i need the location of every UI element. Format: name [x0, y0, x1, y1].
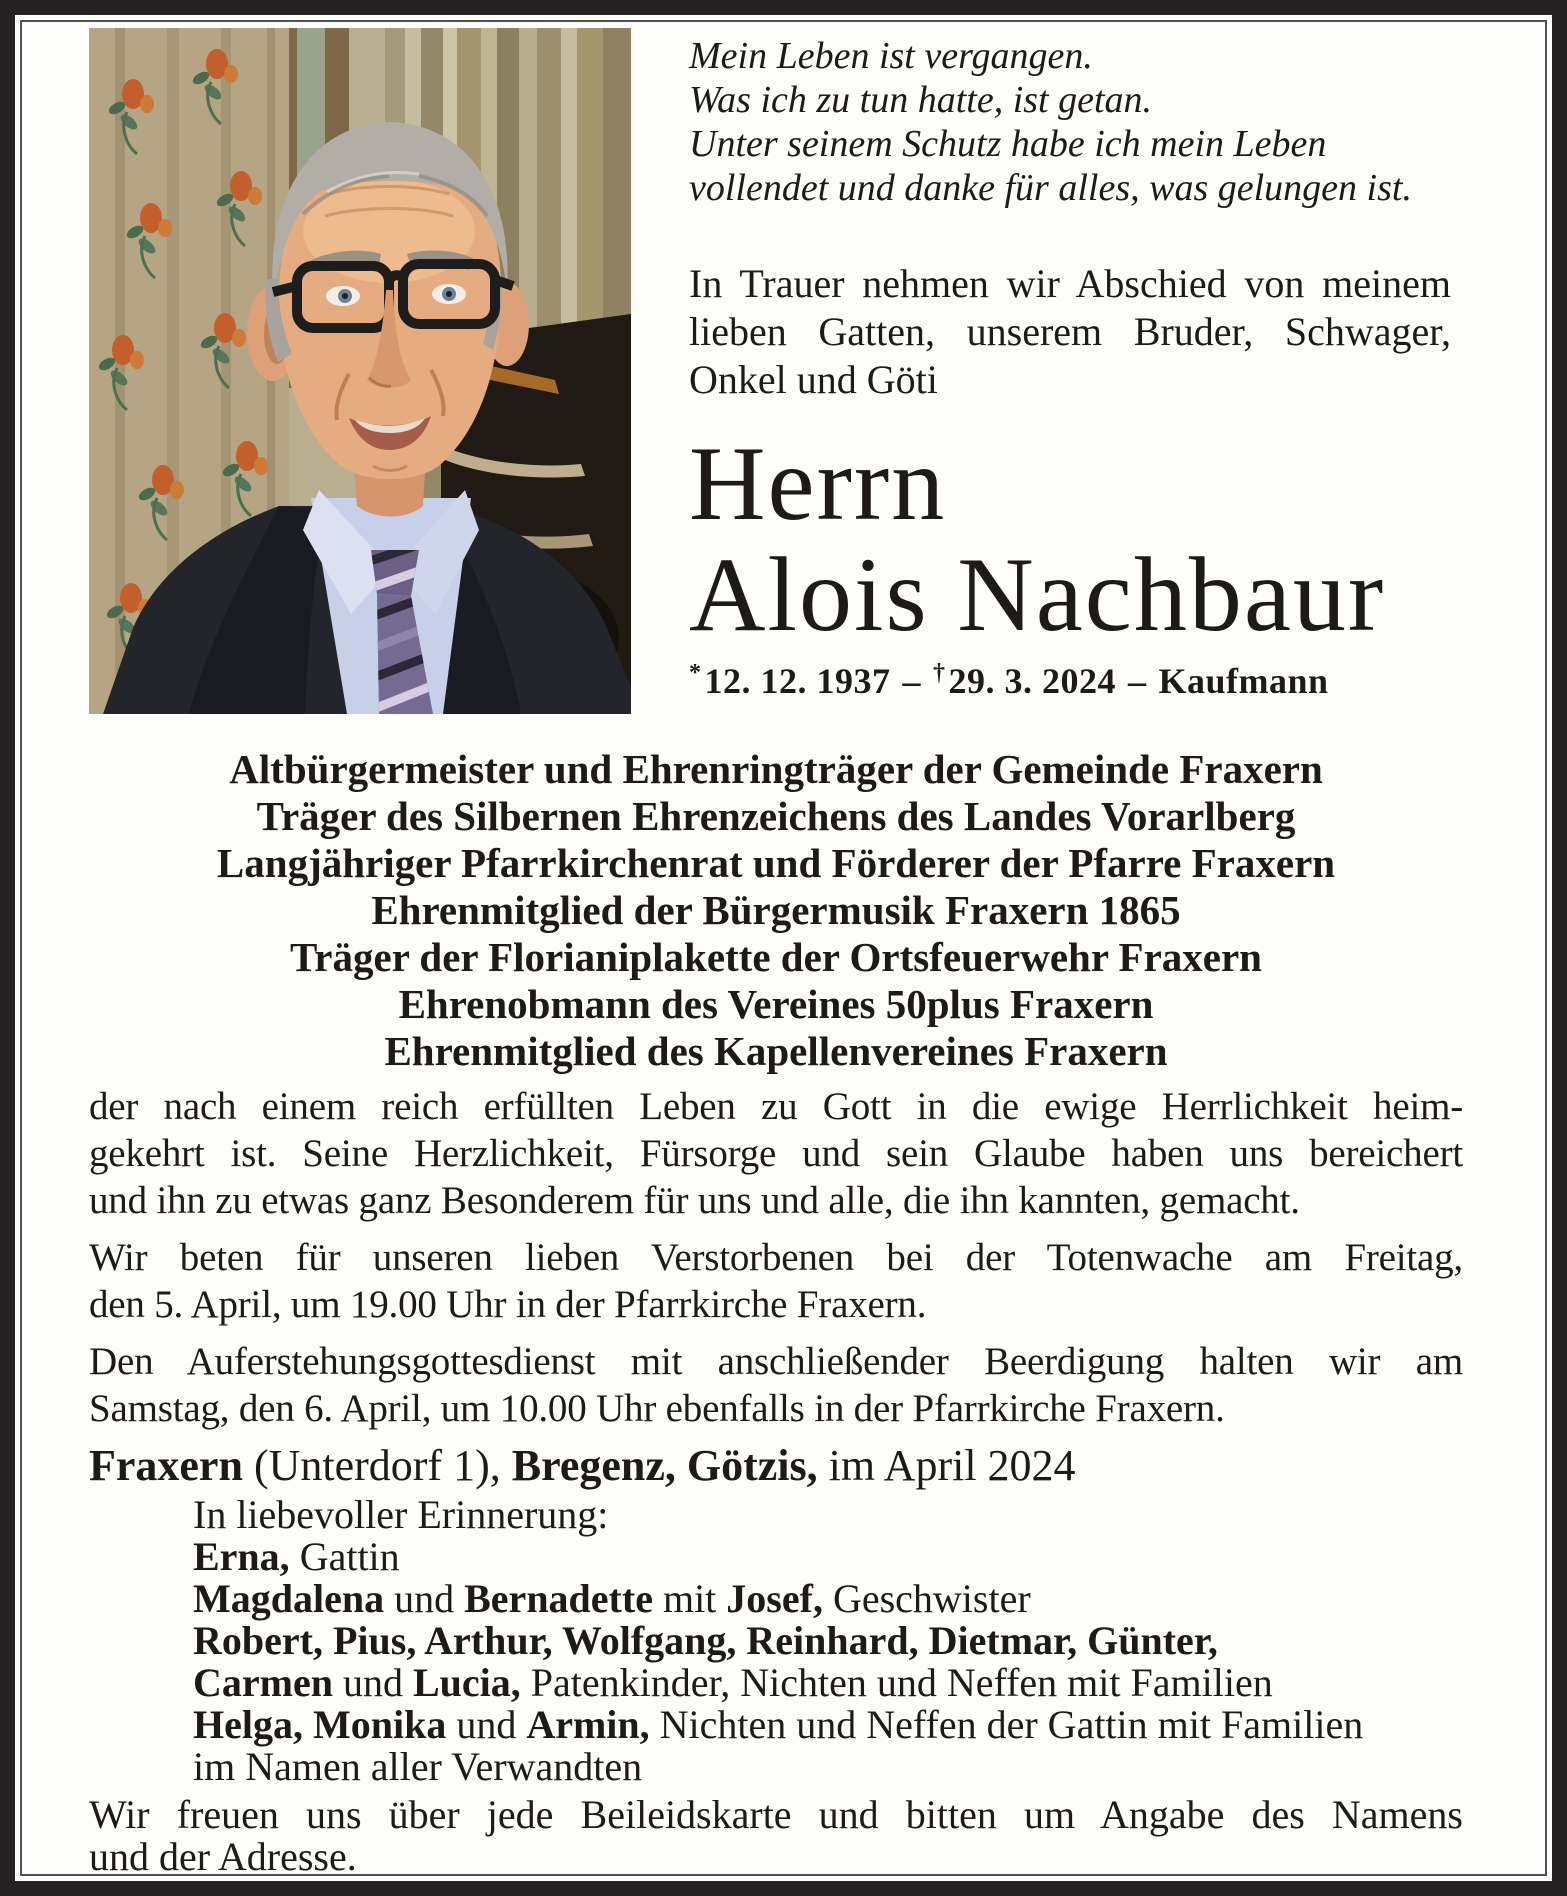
text-line: Den Auferstehungsgottesdienst mit anschließender Beerdigung halten wir am — [89, 1340, 1463, 1383]
top-section — [89, 28, 1463, 714]
portrait-photo-illustration — [89, 28, 631, 714]
text-line: Was ich zu tun hatte, ist getan. — [689, 79, 1153, 121]
text-segment: Geschwister — [822, 1576, 1031, 1621]
text-line: und der Adresse. — [89, 1834, 357, 1879]
text-segment: und — [332, 1660, 413, 1705]
places-and-date-line — [89, 1442, 1463, 1490]
text-line: Mein Leben ist vergangen. — [689, 35, 1093, 77]
text-line: In Trauer nehmen wir Abschied von meinem — [689, 261, 1451, 306]
mourner-line — [193, 1704, 1463, 1746]
deceased-title: Herrn — [689, 425, 947, 542]
text-segment: Armin, — [526, 1702, 650, 1747]
text-segment: Robert, Pius, Arthur, Wolfgang, Reinhard, Dietmar, Günter, — [193, 1618, 1218, 1663]
text-segment: und — [384, 1576, 465, 1621]
intro-paragraph — [689, 260, 1451, 404]
obituary-paragraph-1 — [89, 1083, 1463, 1224]
text-line: Altbürgermeister und Ehrenringträger der Gemeinde Fraxern — [229, 746, 1323, 792]
text-segment: mit — [652, 1576, 727, 1621]
text-segment: im Namen aller Verwandten — [193, 1744, 643, 1789]
text-line: Unter seinem Schutz habe ich mein Leben — [689, 123, 1327, 165]
text-segment: Lucia, — [412, 1660, 521, 1705]
portrait-photo — [89, 28, 631, 714]
text-line: Ehrenobmann des Vereines 50plus Fraxern — [398, 981, 1154, 1027]
text-segment: Carmen — [193, 1660, 333, 1705]
text-segment: Nichten und Neffen der Gattin mit Familien — [649, 1702, 1364, 1747]
text-line: Wir freuen uns über jede Beileidskarte und bitten um Angabe des Namens — [89, 1792, 1463, 1837]
text-segment: und — [446, 1702, 527, 1747]
text-segment: Bernadette — [464, 1576, 653, 1621]
text-segment: Patenkinder, Nichten und Neffen mit Familien — [520, 1660, 1273, 1705]
text-line: vollendet und danke für alles, was gelungen ist. — [689, 167, 1412, 209]
mourner-line — [193, 1662, 1463, 1704]
text-line: gekehrt ist. Seine Herzlichkeit, Fürsorge und sein Glaube haben uns bereichert — [89, 1132, 1463, 1175]
text-line: Träger der Florianiplakette der Ortsfeuerwehr Fraxern — [290, 934, 1262, 980]
text-segment: Gattin — [289, 1534, 400, 1579]
text-line: der nach einem reich erfüllten Leben zu Gott in die ewige Herrlichkeit heim- — [89, 1085, 1463, 1128]
death-date: 29. 3. 2024 — [948, 661, 1116, 701]
mourner-line — [193, 1746, 1463, 1788]
deceased-name: Alois Nachbaur — [689, 536, 1386, 653]
mourner-line — [193, 1578, 1463, 1620]
death-symbol: † — [933, 660, 946, 686]
text-line: Ehrenmitglied des Kapellenvereines Fraxern — [384, 1028, 1168, 1074]
life-dates — [689, 660, 1451, 702]
right-column — [689, 28, 1451, 702]
profession: Kaufmann — [1158, 661, 1329, 701]
obituary-body — [89, 1083, 1463, 1432]
text-line: und ihn zu etwas ganz Besonderem für uns und alle, die ihn kannten, gemacht. — [89, 1179, 1300, 1222]
closing-note — [89, 1794, 1463, 1878]
remembrance-block — [89, 1494, 1463, 1788]
obituary-paragraph-2 — [89, 1234, 1463, 1328]
birth-symbol: * — [689, 660, 702, 686]
text-line: den 5. April, um 19.00 Uhr in der Pfarrkirche Fraxern. — [89, 1283, 927, 1326]
honors-list — [89, 746, 1463, 1075]
text-line: Träger des Silbernen Ehrenzeichens des Landes Vorarlberg — [256, 793, 1296, 839]
dates-dash: – — [902, 661, 921, 701]
text-line: Wir beten für unseren lieben Verstorbenen bei der Totenwache am Freitag, — [89, 1236, 1463, 1279]
text-segment: im April 2024 — [817, 1441, 1076, 1490]
text-line: Onkel und Göti — [689, 357, 938, 402]
memorial-quote — [689, 34, 1451, 210]
mourner-line — [193, 1536, 1463, 1578]
text-segment: Magdalena — [193, 1576, 385, 1621]
text-segment: (Unterdorf 1), — [242, 1441, 512, 1490]
birth-date: 12. 12. 1937 — [704, 661, 891, 701]
text-segment: Josef, — [726, 1576, 823, 1621]
text-line: Langjähriger Pfarrkirchenrat und Förderer der Pfarre Fraxern — [216, 840, 1336, 886]
remembrance-heading: In liebevoller Erinnerung: — [193, 1492, 609, 1537]
text-segment: Erna, — [193, 1534, 290, 1579]
text-segment: Bregenz, Götzis, — [511, 1441, 818, 1490]
text-segment: Fraxern — [89, 1441, 243, 1490]
text-segment: Helga, Monika — [193, 1702, 447, 1747]
dates-dash-2: – — [1128, 661, 1147, 701]
mourner-line — [193, 1620, 1463, 1662]
deceased-name-block — [689, 425, 1451, 702]
obituary-paragraph-3 — [89, 1338, 1463, 1432]
text-line: Samstag, den 6. April, um 10.00 Uhr ebenfalls in der Pfarrkirche Fraxern. — [89, 1387, 1225, 1430]
text-line: Ehrenmitglied der Bürgermusik Fraxern 1865 — [371, 887, 1181, 933]
text-line: lieben Gatten, unserem Bruder, Schwager, — [689, 309, 1451, 354]
